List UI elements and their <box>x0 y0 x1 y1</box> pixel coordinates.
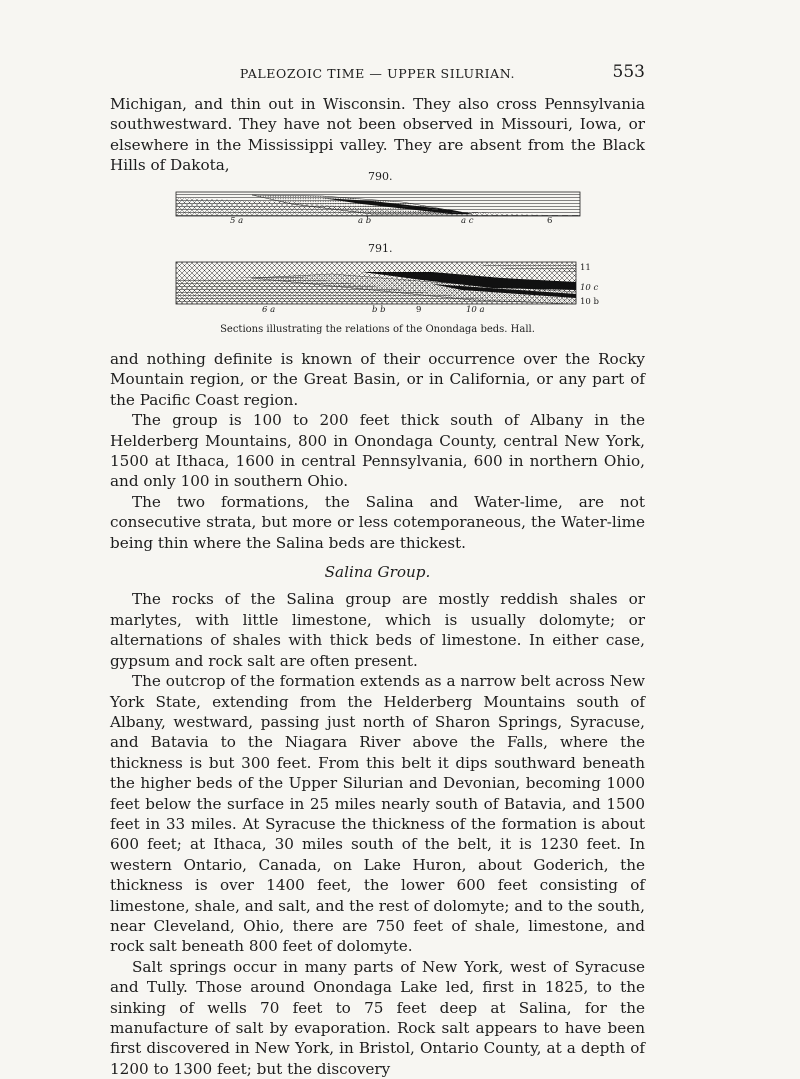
page-number: 553 <box>612 62 645 82</box>
section-heading: Salina Group. <box>324 563 431 582</box>
paragraph: The rocks of the Salina group are mostly reddish shales or marlytes, with little limestone, which is usually dolomyte; or alternations of shales with thick beds of limestone. In either case, gypsum and rock salt are often present. <box>110 590 645 670</box>
figure-790-number: 790. <box>368 170 393 183</box>
fig791-label-2: b b <box>372 305 386 315</box>
figure-791-section <box>172 258 602 318</box>
fig790-label-4: 6 <box>547 216 553 226</box>
body-text <box>110 349 645 1079</box>
fig791-label-1: 6 a <box>262 305 276 315</box>
intro-text <box>110 94 645 176</box>
fig791-side-label-1: 11 <box>580 263 591 273</box>
running-head: PALEOZOIC TIME — UPPER SILURIAN. <box>239 66 516 81</box>
fig790-label-2: a b <box>358 216 372 226</box>
fig791-label-3: 9 <box>416 305 422 315</box>
fig791-side-label-3: 10 b <box>580 297 599 307</box>
fig791-label-4: 10 a <box>466 305 485 315</box>
paragraph: The group is 100 to 200 feet thick south of Albany in the Helderberg Mountains, 800 in Onondaga County, central New York, 1500 at Ithaca, 1600 in central Pennsylvania, 600 in northern Ohio, and only 100 in southern Ohio. <box>110 411 645 491</box>
paragraph: The two formations, the Salina and Water-lime, are not consecutive strata, but more or less cotemporaneous, the Water-lime being thin where the Salina beds are thickest. <box>110 492 645 552</box>
fig790-label-1: 5 a <box>230 216 244 226</box>
paragraph: Michigan, and thin out in Wisconsin. They also cross Pennsylvania southwestward. They have not been observed in Missouri, Iowa, or elsewhere in the Mississippi valley. They are absent from the Black Hills of Dakota, <box>110 95 645 175</box>
fig791-side-label-2: 10 c <box>580 283 599 293</box>
paragraph: Salt springs occur in many parts of New York, west of Syracuse and Tully. Those around Onondaga Lake led, first in 1825, to the sinking of wells 70 feet to 75 feet deep at Salina, for the manufacture of salt by evaporation. Rock salt appears to have been first discovered in New York, in Bristol, Ontario County, at a depth of 1200 to 1300 feet; but the discovery <box>110 957 645 1078</box>
paragraph: and nothing definite is known of their occurrence over the Rocky Mountain region, or the Great Basin, or in California, or any part of the Pacific Coast region. <box>110 350 645 409</box>
paragraph: The outcrop of the formation extends as a narrow belt across New York State, extending from the Helderberg Mountains south of Albany, westward, passing just north of Sharon Springs, Syracuse, and Batavia to the Niagara River above the Falls, where the thickness is but 300 feet. From this belt it dips southward beneath the higher beds of the Upper Silurian and Devonian, becoming 1000 feet below the surface in 25 miles nearly south of Batavia, and 1500 feet in 33 miles. At Syracuse the thickness of the formation is about 600 feet; at Ithaca, 30 miles south of the belt, it is 1230 feet. In western Ontario, Canada, on Lake Huron, about Goderich, the thickness is over 1400 feet, the lower 600 feet consisting of limestone, shale, and salt, and the rest of dolomyte; and to the south, near Cleveland, Ohio, there are 750 feet of shale, limestone, and rock salt beneath 800 feet of dolomyte. <box>110 672 645 956</box>
fig790-label-3: a c <box>461 216 474 226</box>
figure-791-number: 791. <box>368 242 393 255</box>
figure-caption: Sections illustrating the relations of the Onondaga beds. Hall. <box>220 324 535 335</box>
figure-790-section <box>172 190 582 226</box>
page-header <box>110 62 645 86</box>
